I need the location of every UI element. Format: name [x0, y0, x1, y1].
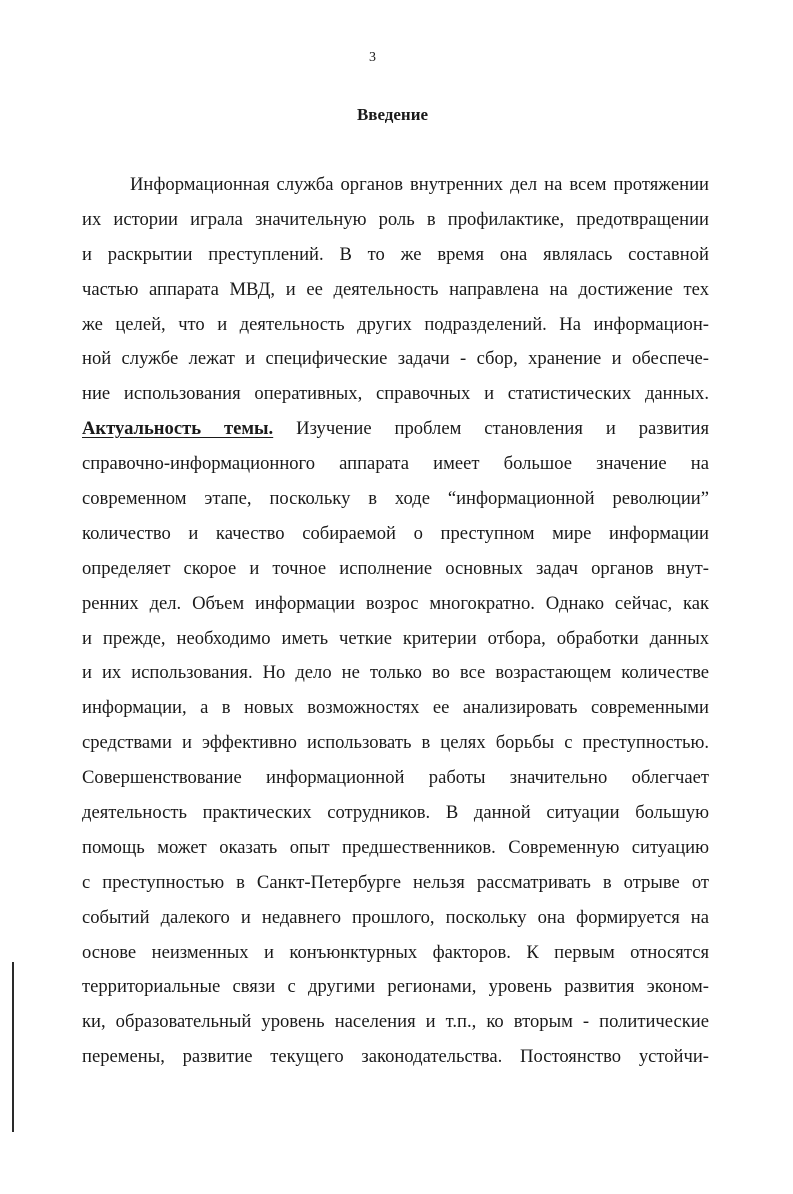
text-line: территориальные связи с другими регионами, уровень развития эконом- [82, 976, 709, 998]
text-line: современном этапе, поскольку в ходе “информационной революции” [82, 488, 709, 510]
text-line: событий далекого и недавнего прошлого, поскольку она формируется на [82, 906, 709, 928]
text-line: основе неизменных и конъюнктурных факторов. К первым относятся [82, 941, 709, 963]
text-line: Совершенствование информационной работы значительно облегчает [82, 767, 709, 789]
text-line: ной службе лежат и специфические задачи - сбор, хранение и обеспече- [82, 348, 709, 370]
text-line: частью аппарата МВД, и ее деятельность направлена на достижение тех [82, 278, 709, 300]
text-line: же целей, что и деятельность других подразделений. На информацион- [82, 313, 709, 335]
body-text [82, 168, 709, 1075]
text-line: перемены, развитие текущего законодательства. Постоянство устойчи- [82, 1046, 709, 1068]
text-line: справочно-информационного аппарата имеет большое значение на [82, 453, 709, 475]
relevance-text: Изучение проблем становления и развития [296, 418, 709, 440]
relevance-line [82, 412, 709, 447]
section-heading: Введение [356, 105, 429, 124]
text-line: ние использования оперативных, справочных и статистических данных. [82, 383, 709, 405]
text-line: и раскрытии преступлений. В то же время она являлась составной [82, 243, 709, 265]
page-number: 3 [369, 50, 376, 65]
text-line: и прежде, необходимо иметь четкие критерии отбора, обработки данных [82, 627, 709, 649]
text-line: средствами и эффективно использовать в целях борьбы с преступностью. [82, 732, 709, 754]
text-line: Информационная служба органов внутренних дел на всем протяжении [130, 174, 709, 195]
text-line: помощь может оказать опыт предшественников. Современную ситуацию [82, 836, 709, 858]
text-line: ренних дел. Объем информации возрос многократно. Однако сейчас, как [82, 592, 709, 614]
text-line: с преступностью в Санкт-Петербурге нельзя рассматривать в отрыве от [82, 871, 709, 893]
text-line: определяет скорое и точное исполнение основных задач органов внут- [82, 557, 709, 579]
text-line: их истории играла значительную роль в профилактике, предотвращении [82, 208, 709, 230]
relevance-label: Актуальность темы. [82, 418, 274, 440]
text-line: и их использования. Но дело не только во все возрастающем количестве [82, 662, 709, 684]
text-line: информации, а в новых возможностях ее анализировать современными [82, 697, 709, 719]
margin-scan-line [12, 962, 14, 1132]
text-line: количество и качество собираемой о преступном мире информации [82, 522, 709, 544]
text-line: деятельность практических сотрудников. В данной ситуации большую [82, 802, 709, 824]
text-line: ки, образовательный уровень населения и т.п., ко вторым - политические [82, 1011, 709, 1033]
